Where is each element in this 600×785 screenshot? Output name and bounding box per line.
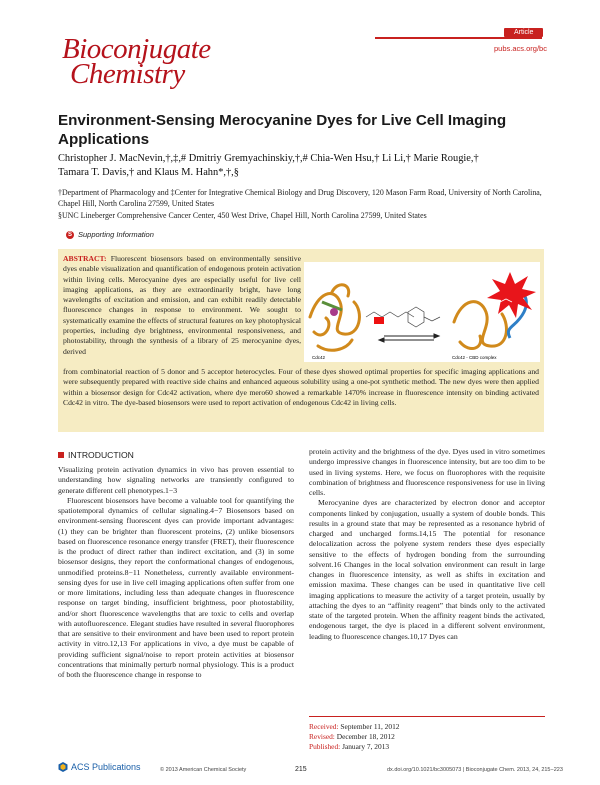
article-title: Environment-Sensing Merocyanine Dyes for Live Cell Imaging Applications [58, 112, 507, 148]
date-received-label: Received: [309, 722, 339, 731]
supporting-info-icon: S [67, 231, 72, 238]
journal-name-line1: Bioconjugate [62, 33, 211, 65]
page-number: 215 [295, 766, 307, 773]
journal-url[interactable]: pubs.acs.org/bc [494, 44, 547, 53]
section-bullet-icon [58, 452, 64, 458]
authors-line1: Christopher J. MacNevin,†,‡,# Dmitriy Gremyachinskiy,†,# Chia-Wen Hsu,† Li Li,† Marie Rougie,† [58, 153, 479, 164]
right-column [309, 447, 545, 642]
article-badge: Article [504, 28, 543, 37]
date-published-value: January 7, 2013 [342, 742, 390, 751]
left-paragraph-2: Fluorescent biosensors have become a valuable tool for quantifying the spatiotemporal dynamics of cellular signaling.4−7 Biosensors based on environment-sensing fluorescent dyes can provide important advantages: (1) they can be brighter than fluorescent proteins, (2) unlike biosensors based on fluorescence resonance energy transfer (FRET), their fluorescence is the product of direct rather than indirect excitation, and (3) in some biosensor designs, they report the conformational changes of endogenous, unmodified proteins.8−11 Nonetheless, currently available environment-sensing dyes for use in live cell imaging applications often suffer from one or more limitations, including less than adequate changes in fluorescence response on target binding, insufficient brightness, poor photostability, and/or short fluorescence wavelengths that are toxic to cells and overlap with autofluorescence. Elegant studies have resulted in several fluorophores that are sensitive to their environment and have been used to report protein activity in vitro.12,13 For applications in vivo, a dye must be capable of providing sufficient signal/noise to report protein activities at biosensor concentrations that minimally perturb normal physiology. This is a product of both the fluorescence change in response to [58, 495, 294, 679]
acs-hexagon-icon [58, 762, 68, 772]
abstract-label: ABSTRACT: [63, 254, 107, 263]
equilibrium-arrows [379, 334, 439, 342]
copyright: © 2013 American Chemical Society [160, 767, 247, 773]
cdc42-protein-left [310, 285, 359, 351]
header-rule [375, 37, 542, 39]
right-paragraph-1: protein activity and the brightness of the dye. Dyes used in vitro sometimes undergo impressive changes in fluorescence intensity, but are too dim to be used in living systems. Here, we focus on fluorophores with the requisite combination of brightness and fluorescence responsiveness for use in living cells. [309, 447, 545, 497]
acs-publisher-name: ACS Publications [71, 762, 141, 772]
section-title: INTRODUCTION [68, 450, 134, 460]
supporting-info-link[interactable] [66, 230, 154, 239]
date-published [309, 742, 545, 752]
toc-illustration [304, 262, 540, 362]
abstract-text-1: Fluorescent biosensors based on environmentally sensitive dyes enable visualization and quantification of endogenous protein activation within living cells. Merocyanine dyes are especially useful for live cell imaging applications, as they are extraordinarily bright, have long wavelengths of excitation and emission, and can exhibit readily detectable fluorescence changes in response to environment. We sought to systematically examine the effects of structural features on key photophysical properties, including dye brightness, environmental responsiveness, and photostability, through the synthesis of a library of 25 merocyanine dyes, derived [63, 254, 301, 356]
cdc42-cbd-complex [454, 302, 506, 349]
fluorescence-burst [487, 272, 536, 318]
abstract-part2: from combinatorial reaction of 5 donor and 5 acceptor heterocycles. Four of these dyes showed optimal properties for specific imaging applications and were subsequently prepared with reactive side chains and enhanced aqueous solubility using a one-pot synthetic method. The new dyes were then applied within a biosensor design for Cdc42 activation, where dye mero60 showed a remarkable 1470% increase in fluorescence intensity on binding activated Cdc42 in vitro. The dye-based biosensors were used to report activation of endogenous Cdc42 in living cells. [63, 367, 539, 407]
toc-caption-right: Cdc42 - CBD complex [452, 355, 497, 360]
dates-rule [309, 716, 545, 717]
supporting-info-label: Supporting Information [78, 230, 154, 239]
affiliation-2: §UNC Lineberger Comprehensive Cancer Center, 450 West Drive, Chapel Hill, North Carolina 27599, United States [58, 211, 427, 220]
abstract-part1 [63, 254, 301, 357]
authors-line2: Tamara T. Davis,† and Klaus M. Hahn*,†,§ [58, 167, 239, 178]
section-heading [58, 450, 134, 460]
left-paragraph-1: Visualizing protein activation dynamics in vivo has proven essential to understanding how signaling networks are transiently configured to generate different cell phenotypes.1−3 [58, 465, 294, 495]
dye-marker [374, 317, 384, 324]
date-revised [309, 732, 545, 742]
journal-name-line2: Chemistry [70, 58, 185, 90]
affiliation-1: †Department of Pharmacology and ‡Center for Integrative Chemical Biology and Drug Discovery, 120 Mason Farm Road, University of North Carolina, Chapel Hill, North Carolina 27599, United States [58, 188, 542, 208]
doi-citation[interactable]: dx.doi.org/10.1021/bc3005073 | Bioconjugate Chem. 2013, 24, 215−223 [387, 767, 563, 773]
acs-logo[interactable] [58, 762, 141, 772]
right-paragraph-2: Merocyanine dyes are characterized by electron donor and acceptor components linked by conjugation, usually a system of double bonds. This results in a ground state that may be represented as a resonance hybrid of charged and uncharged forms.14,15 The potential for resonance delocalization across the polyene system renders these dyes especially sensitive to the effects of hydrogen bonding from the surrounding solvent.16 Changes in the local solvation environment can result in large changes in fluorescence intensity, as well as shifts in excitation and emission maxima. These changes can be used in quantitative live cell imaging applications to measure the activity of a target protein, usually by attaching the dyes to an “affinity reagent” that binds only to the activated state of the targeted protein. When the affinity reagent binds the activated, endogenous target, the dye is placed in a different solvent environment, leading to fluorescence changes.10,17 Dyes can [309, 498, 545, 641]
date-published-label: Published: [309, 742, 341, 751]
date-received-value: September 11, 2012 [340, 722, 400, 731]
toc-graphic [304, 262, 540, 362]
date-revised-value: December 18, 2012 [336, 732, 395, 741]
date-revised-label: Revised: [309, 732, 335, 741]
dates-block [309, 722, 545, 752]
date-received [309, 722, 545, 732]
toc-caption-left: Cdc42 [312, 355, 326, 360]
left-column [58, 465, 294, 680]
